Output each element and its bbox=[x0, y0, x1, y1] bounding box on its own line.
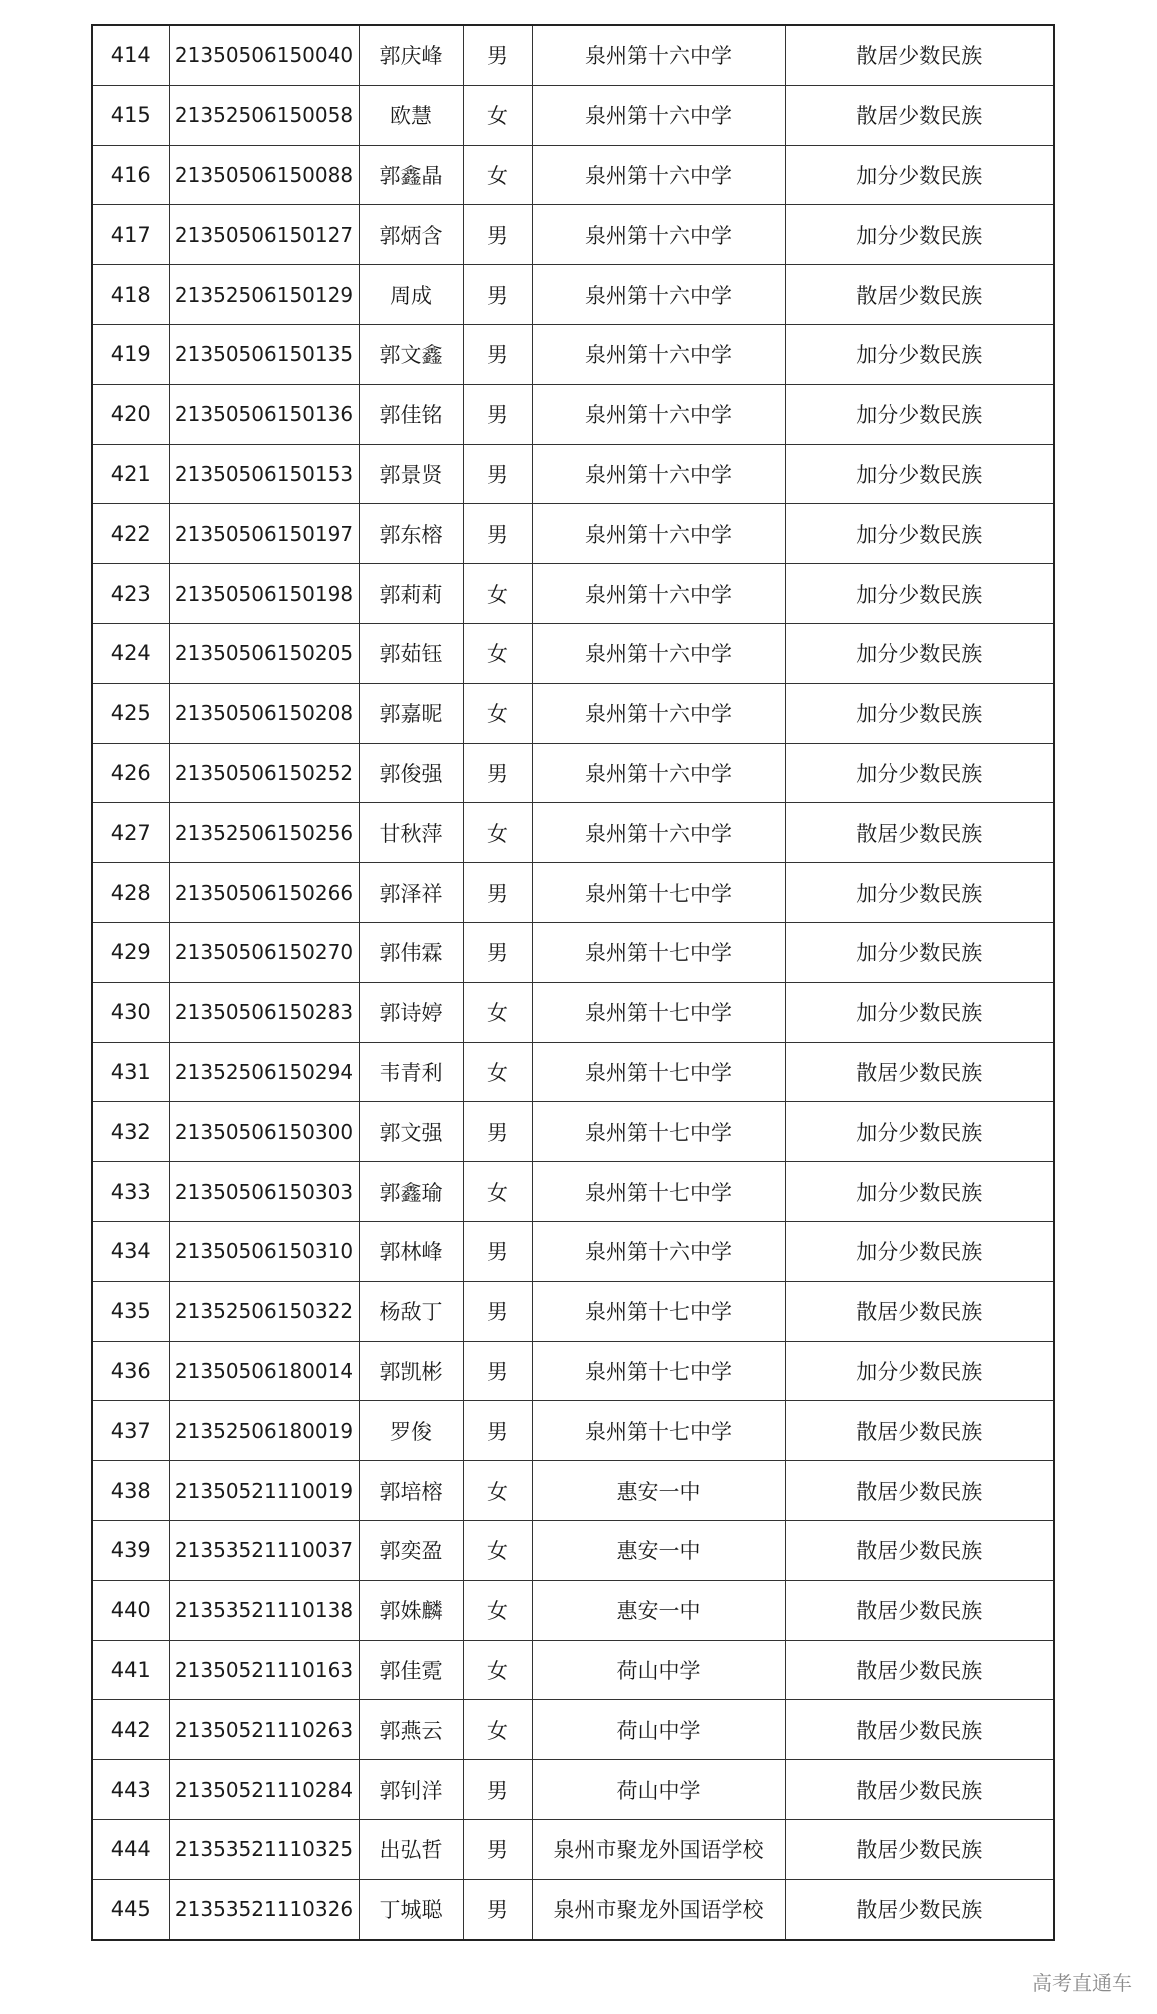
row-number-cell: 414 bbox=[92, 25, 169, 85]
student-name-cell: 郭林峰 bbox=[359, 1221, 463, 1281]
exam-id-cell: 21350521110263 bbox=[169, 1700, 359, 1760]
row-number-cell: 417 bbox=[92, 205, 169, 265]
gender-cell: 女 bbox=[463, 803, 532, 863]
table-row bbox=[92, 1580, 1054, 1640]
category-cell: 加分少数民族 bbox=[785, 1162, 1054, 1222]
gender-cell: 女 bbox=[463, 1520, 532, 1580]
category-cell: 散居少数民族 bbox=[785, 1042, 1054, 1102]
table-row bbox=[92, 1401, 1054, 1461]
exam-id-cell: 21352506150129 bbox=[169, 265, 359, 325]
table-row bbox=[92, 324, 1054, 384]
category-cell: 散居少数民族 bbox=[785, 265, 1054, 325]
row-number-cell: 443 bbox=[92, 1760, 169, 1820]
category-cell: 加分少数民族 bbox=[785, 444, 1054, 504]
row-number-cell: 423 bbox=[92, 564, 169, 624]
exam-id-cell: 21353521110326 bbox=[169, 1879, 359, 1939]
category-cell: 加分少数民族 bbox=[785, 623, 1054, 683]
table-row bbox=[92, 384, 1054, 444]
row-number-cell: 422 bbox=[92, 504, 169, 564]
gender-cell: 男 bbox=[463, 1102, 532, 1162]
row-number-cell: 431 bbox=[92, 1042, 169, 1102]
table-row bbox=[92, 922, 1054, 982]
exam-id-cell: 21352506180019 bbox=[169, 1401, 359, 1461]
row-number-cell: 439 bbox=[92, 1520, 169, 1580]
school-cell: 泉州第十七中学 bbox=[532, 922, 785, 982]
row-number-cell: 444 bbox=[92, 1819, 169, 1879]
school-cell: 泉州第十六中学 bbox=[532, 564, 785, 624]
row-number-cell: 435 bbox=[92, 1281, 169, 1341]
school-cell: 泉州第十六中学 bbox=[532, 444, 785, 504]
row-number-cell: 416 bbox=[92, 145, 169, 205]
school-cell: 泉州第十七中学 bbox=[532, 863, 785, 923]
school-cell: 泉州第十七中学 bbox=[532, 1102, 785, 1162]
school-cell: 泉州第十六中学 bbox=[532, 623, 785, 683]
exam-id-cell: 21350506150088 bbox=[169, 145, 359, 205]
school-cell: 泉州第十七中学 bbox=[532, 1401, 785, 1461]
gender-cell: 男 bbox=[463, 25, 532, 85]
student-name-cell: 郭景贤 bbox=[359, 444, 463, 504]
gender-cell: 男 bbox=[463, 1281, 532, 1341]
exam-id-cell: 21350521110019 bbox=[169, 1461, 359, 1521]
school-cell: 荷山中学 bbox=[532, 1640, 785, 1700]
table-row bbox=[92, 1162, 1054, 1222]
row-number-cell: 430 bbox=[92, 982, 169, 1042]
row-number-cell: 438 bbox=[92, 1461, 169, 1521]
category-cell: 加分少数民族 bbox=[785, 1221, 1054, 1281]
table-row bbox=[92, 1760, 1054, 1820]
school-cell: 泉州第十七中学 bbox=[532, 982, 785, 1042]
student-name-cell: 郭文鑫 bbox=[359, 324, 463, 384]
exam-id-cell: 21352506150256 bbox=[169, 803, 359, 863]
student-name-cell: 郭鑫瑜 bbox=[359, 1162, 463, 1222]
school-cell: 泉州市聚龙外国语学校 bbox=[532, 1819, 785, 1879]
student-name-cell: 郭泽祥 bbox=[359, 863, 463, 923]
gender-cell: 女 bbox=[463, 145, 532, 205]
category-cell: 散居少数民族 bbox=[785, 25, 1054, 85]
gender-cell: 男 bbox=[463, 1401, 532, 1461]
student-name-cell: 郭莉莉 bbox=[359, 564, 463, 624]
category-cell: 散居少数民族 bbox=[785, 85, 1054, 145]
gender-cell: 男 bbox=[463, 265, 532, 325]
gender-cell: 女 bbox=[463, 1700, 532, 1760]
student-name-cell: 韦青利 bbox=[359, 1042, 463, 1102]
category-cell: 散居少数民族 bbox=[785, 1700, 1054, 1760]
table-row bbox=[92, 1341, 1054, 1401]
student-name-cell: 郭文强 bbox=[359, 1102, 463, 1162]
school-cell: 泉州第十六中学 bbox=[532, 85, 785, 145]
gender-cell: 男 bbox=[463, 1819, 532, 1879]
school-cell: 泉州第十六中学 bbox=[532, 205, 785, 265]
school-cell: 泉州第十六中学 bbox=[532, 324, 785, 384]
table-row bbox=[92, 1042, 1054, 1102]
category-cell: 散居少数民族 bbox=[785, 1281, 1054, 1341]
exam-id-cell: 21350506150303 bbox=[169, 1162, 359, 1222]
exam-id-cell: 21350521110284 bbox=[169, 1760, 359, 1820]
student-name-cell: 丁城聪 bbox=[359, 1879, 463, 1939]
gender-cell: 男 bbox=[463, 324, 532, 384]
exam-id-cell: 21350506150283 bbox=[169, 982, 359, 1042]
student-name-cell: 郭燕云 bbox=[359, 1700, 463, 1760]
student-name-cell: 郭奕盈 bbox=[359, 1520, 463, 1580]
row-number-cell: 433 bbox=[92, 1162, 169, 1222]
school-cell: 泉州市聚龙外国语学校 bbox=[532, 1879, 785, 1939]
row-number-cell: 424 bbox=[92, 623, 169, 683]
row-number-cell: 419 bbox=[92, 324, 169, 384]
school-cell: 泉州第十七中学 bbox=[532, 1162, 785, 1222]
school-cell: 泉州第十七中学 bbox=[532, 1042, 785, 1102]
student-name-cell: 郭东榕 bbox=[359, 504, 463, 564]
exam-id-cell: 21350521110163 bbox=[169, 1640, 359, 1700]
school-cell: 泉州第十六中学 bbox=[532, 145, 785, 205]
table-row bbox=[92, 1879, 1054, 1939]
gender-cell: 女 bbox=[463, 1640, 532, 1700]
school-cell: 泉州第十六中学 bbox=[532, 504, 785, 564]
row-number-cell: 429 bbox=[92, 922, 169, 982]
category-cell: 加分少数民族 bbox=[785, 145, 1054, 205]
student-name-cell: 杨敌丁 bbox=[359, 1281, 463, 1341]
exam-id-cell: 21350506150205 bbox=[169, 623, 359, 683]
gender-cell: 男 bbox=[463, 1221, 532, 1281]
exam-id-cell: 21350506150266 bbox=[169, 863, 359, 923]
exam-id-cell: 21350506150127 bbox=[169, 205, 359, 265]
exam-id-cell: 21350506150310 bbox=[169, 1221, 359, 1281]
exam-id-cell: 21350506150040 bbox=[169, 25, 359, 85]
category-cell: 加分少数民族 bbox=[785, 743, 1054, 803]
row-number-cell: 437 bbox=[92, 1401, 169, 1461]
school-cell: 泉州第十七中学 bbox=[532, 1281, 785, 1341]
category-cell: 加分少数民族 bbox=[785, 504, 1054, 564]
school-cell: 惠安一中 bbox=[532, 1520, 785, 1580]
row-number-cell: 440 bbox=[92, 1580, 169, 1640]
student-name-cell: 周成 bbox=[359, 265, 463, 325]
category-cell: 加分少数民族 bbox=[785, 1102, 1054, 1162]
row-number-cell: 415 bbox=[92, 85, 169, 145]
student-name-cell: 郭钊洋 bbox=[359, 1760, 463, 1820]
school-cell: 荷山中学 bbox=[532, 1700, 785, 1760]
gender-cell: 女 bbox=[463, 1580, 532, 1640]
table-row bbox=[92, 1461, 1054, 1521]
student-name-cell: 郭佳铭 bbox=[359, 384, 463, 444]
gender-cell: 女 bbox=[463, 564, 532, 624]
exam-id-cell: 21353521110037 bbox=[169, 1520, 359, 1580]
table-row bbox=[92, 444, 1054, 504]
gender-cell: 女 bbox=[463, 1461, 532, 1521]
exam-id-cell: 21350506180014 bbox=[169, 1341, 359, 1401]
exam-id-cell: 21353521110138 bbox=[169, 1580, 359, 1640]
student-name-cell: 郭茹钰 bbox=[359, 623, 463, 683]
gender-cell: 男 bbox=[463, 444, 532, 504]
exam-id-cell: 21350506150300 bbox=[169, 1102, 359, 1162]
category-cell: 加分少数民族 bbox=[785, 863, 1054, 923]
category-cell: 加分少数民族 bbox=[785, 1341, 1054, 1401]
exam-id-cell: 21350506150270 bbox=[169, 922, 359, 982]
school-cell: 荷山中学 bbox=[532, 1760, 785, 1820]
gender-cell: 男 bbox=[463, 863, 532, 923]
table-row bbox=[92, 205, 1054, 265]
student-name-cell: 郭培榕 bbox=[359, 1461, 463, 1521]
school-cell: 泉州第十六中学 bbox=[532, 384, 785, 444]
student-name-cell: 甘秋萍 bbox=[359, 803, 463, 863]
watermark-text: 高考直通车 bbox=[1032, 1971, 1132, 1995]
row-number-cell: 418 bbox=[92, 265, 169, 325]
table-row bbox=[92, 1819, 1054, 1879]
student-name-cell: 郭庆峰 bbox=[359, 25, 463, 85]
table-row bbox=[92, 863, 1054, 923]
gender-cell: 男 bbox=[463, 504, 532, 564]
row-number-cell: 445 bbox=[92, 1879, 169, 1939]
gender-cell: 男 bbox=[463, 384, 532, 444]
exam-id-cell: 21352506150058 bbox=[169, 85, 359, 145]
category-cell: 散居少数民族 bbox=[785, 1401, 1054, 1461]
exam-id-cell: 21353521110325 bbox=[169, 1819, 359, 1879]
gender-cell: 男 bbox=[463, 1760, 532, 1820]
row-number-cell: 434 bbox=[92, 1221, 169, 1281]
table-row bbox=[92, 743, 1054, 803]
category-cell: 加分少数民族 bbox=[785, 982, 1054, 1042]
gender-cell: 女 bbox=[463, 623, 532, 683]
exam-id-cell: 21352506150294 bbox=[169, 1042, 359, 1102]
row-number-cell: 432 bbox=[92, 1102, 169, 1162]
row-number-cell: 425 bbox=[92, 683, 169, 743]
table-row bbox=[92, 145, 1054, 205]
exam-id-cell: 21350506150136 bbox=[169, 384, 359, 444]
exam-id-cell: 21350506150208 bbox=[169, 683, 359, 743]
table-row bbox=[92, 1700, 1054, 1760]
table-row bbox=[92, 1102, 1054, 1162]
category-cell: 加分少数民族 bbox=[785, 922, 1054, 982]
student-name-cell: 欧慧 bbox=[359, 85, 463, 145]
gender-cell: 女 bbox=[463, 982, 532, 1042]
row-number-cell: 442 bbox=[92, 1700, 169, 1760]
student-name-cell: 郭佳霓 bbox=[359, 1640, 463, 1700]
student-name-cell: 郭嘉昵 bbox=[359, 683, 463, 743]
row-number-cell: 420 bbox=[92, 384, 169, 444]
category-cell: 散居少数民族 bbox=[785, 1580, 1054, 1640]
row-number-cell: 436 bbox=[92, 1341, 169, 1401]
category-cell: 散居少数民族 bbox=[785, 1640, 1054, 1700]
table-row bbox=[92, 683, 1054, 743]
row-number-cell: 427 bbox=[92, 803, 169, 863]
exam-id-cell: 21350506150198 bbox=[169, 564, 359, 624]
school-cell: 泉州第十七中学 bbox=[532, 1341, 785, 1401]
category-cell: 加分少数民族 bbox=[785, 384, 1054, 444]
student-name-cell: 出弘哲 bbox=[359, 1819, 463, 1879]
table-row bbox=[92, 1640, 1054, 1700]
category-cell: 散居少数民族 bbox=[785, 1520, 1054, 1580]
student-name-cell: 郭凯彬 bbox=[359, 1341, 463, 1401]
student-name-cell: 郭诗婷 bbox=[359, 982, 463, 1042]
table-row bbox=[92, 25, 1054, 85]
gender-cell: 男 bbox=[463, 1879, 532, 1939]
row-number-cell: 421 bbox=[92, 444, 169, 504]
table-row bbox=[92, 803, 1054, 863]
gender-cell: 男 bbox=[463, 205, 532, 265]
category-cell: 散居少数民族 bbox=[785, 1879, 1054, 1939]
gender-cell: 男 bbox=[463, 743, 532, 803]
student-name-cell: 郭伟霖 bbox=[359, 922, 463, 982]
student-name-cell: 郭姝麟 bbox=[359, 1580, 463, 1640]
category-cell: 散居少数民族 bbox=[785, 803, 1054, 863]
table-row bbox=[92, 982, 1054, 1042]
gender-cell: 女 bbox=[463, 85, 532, 145]
school-cell: 泉州第十六中学 bbox=[532, 683, 785, 743]
exam-id-cell: 21352506150322 bbox=[169, 1281, 359, 1341]
category-cell: 加分少数民族 bbox=[785, 205, 1054, 265]
table-row bbox=[92, 504, 1054, 564]
row-number-cell: 426 bbox=[92, 743, 169, 803]
category-cell: 散居少数民族 bbox=[785, 1760, 1054, 1820]
gender-cell: 男 bbox=[463, 1341, 532, 1401]
exam-id-cell: 21350506150252 bbox=[169, 743, 359, 803]
exam-id-cell: 21350506150153 bbox=[169, 444, 359, 504]
student-name-cell: 郭俊强 bbox=[359, 743, 463, 803]
category-cell: 加分少数民族 bbox=[785, 683, 1054, 743]
school-cell: 惠安一中 bbox=[532, 1580, 785, 1640]
table-row bbox=[92, 265, 1054, 325]
category-cell: 散居少数民族 bbox=[785, 1819, 1054, 1879]
student-name-cell: 罗俊 bbox=[359, 1401, 463, 1461]
school-cell: 泉州第十六中学 bbox=[532, 265, 785, 325]
category-cell: 散居少数民族 bbox=[785, 1461, 1054, 1521]
table-row bbox=[92, 564, 1054, 624]
category-cell: 加分少数民族 bbox=[785, 564, 1054, 624]
school-cell: 泉州第十六中学 bbox=[532, 25, 785, 85]
gender-cell: 女 bbox=[463, 1162, 532, 1222]
student-roster-table bbox=[91, 24, 1055, 1941]
roster-body bbox=[92, 25, 1054, 1940]
school-cell: 惠安一中 bbox=[532, 1461, 785, 1521]
row-number-cell: 441 bbox=[92, 1640, 169, 1700]
gender-cell: 女 bbox=[463, 683, 532, 743]
school-cell: 泉州第十六中学 bbox=[532, 803, 785, 863]
school-cell: 泉州第十六中学 bbox=[532, 743, 785, 803]
gender-cell: 女 bbox=[463, 1042, 532, 1102]
table-row bbox=[92, 623, 1054, 683]
category-cell: 加分少数民族 bbox=[785, 324, 1054, 384]
gender-cell: 男 bbox=[463, 922, 532, 982]
row-number-cell: 428 bbox=[92, 863, 169, 923]
student-name-cell: 郭鑫晶 bbox=[359, 145, 463, 205]
table-row bbox=[92, 1520, 1054, 1580]
student-name-cell: 郭炳含 bbox=[359, 205, 463, 265]
table-row bbox=[92, 1281, 1054, 1341]
school-cell: 泉州第十六中学 bbox=[532, 1221, 785, 1281]
table-row bbox=[92, 85, 1054, 145]
exam-id-cell: 21350506150197 bbox=[169, 504, 359, 564]
exam-id-cell: 21350506150135 bbox=[169, 324, 359, 384]
table-row bbox=[92, 1221, 1054, 1281]
